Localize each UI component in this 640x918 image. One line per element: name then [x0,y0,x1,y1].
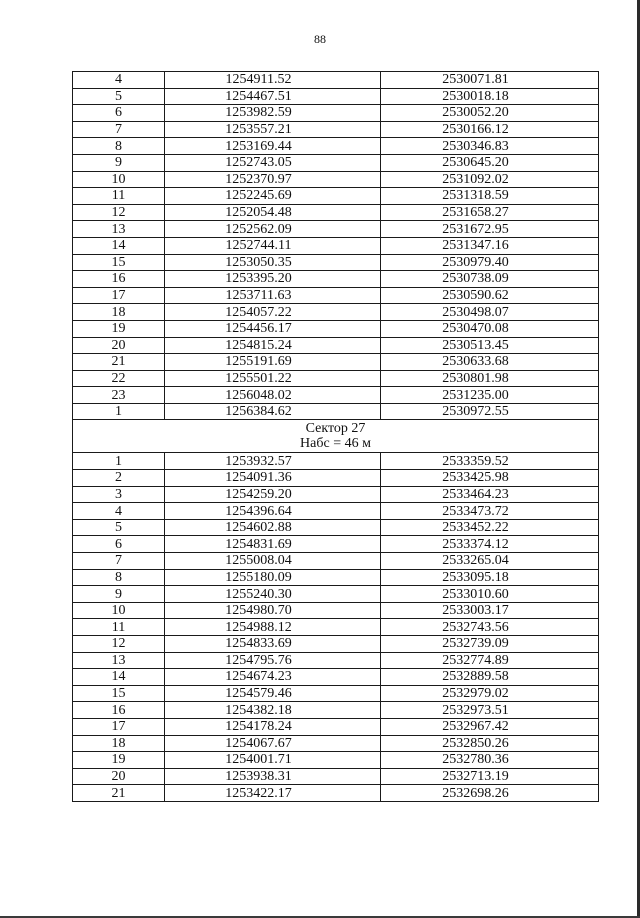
table-row [73,237,599,254]
point-number-cell: 9 [73,154,165,171]
point-number-cell: 13 [73,221,165,238]
x-coordinate-cell: 1254815.24 [165,337,381,354]
table-row [73,154,599,171]
x-coordinate-cell: 1254396.64 [165,503,381,520]
y-coordinate-cell: 2532889.58 [381,669,599,686]
table-row [73,536,599,553]
x-coordinate-cell: 1252744.11 [165,237,381,254]
y-coordinate-cell: 2532973.51 [381,702,599,719]
y-coordinate-cell: 2532713.19 [381,768,599,785]
point-number-cell: 21 [73,354,165,371]
point-number-cell: 11 [73,619,165,636]
point-number-cell: 19 [73,320,165,337]
table-row [73,320,599,337]
table-row [73,287,599,304]
table-row [73,669,599,686]
table-row [73,586,599,603]
y-coordinate-cell: 2533095.18 [381,569,599,586]
sector-header-group [73,420,599,453]
table-row [73,553,599,570]
point-number-cell: 17 [73,718,165,735]
y-coordinate-cell: 2533473.72 [381,503,599,520]
point-number-cell: 15 [73,685,165,702]
x-coordinate-cell: 1253711.63 [165,287,381,304]
x-coordinate-cell: 1255501.22 [165,370,381,387]
table-row [73,171,599,188]
x-coordinate-cell: 1253982.59 [165,105,381,122]
y-coordinate-cell: 2530166.12 [381,121,599,138]
x-coordinate-cell: 1252562.09 [165,221,381,238]
point-number-cell: 14 [73,237,165,254]
point-number-cell: 2 [73,470,165,487]
table-row [73,735,599,752]
x-coordinate-cell: 1254988.12 [165,619,381,636]
y-coordinate-cell: 2533425.98 [381,470,599,487]
table-row [73,685,599,702]
x-coordinate-cell: 1254467.51 [165,88,381,105]
point-number-cell: 4 [73,72,165,89]
point-number-cell: 15 [73,254,165,271]
x-coordinate-cell: 1254674.23 [165,669,381,686]
x-coordinate-cell: 1253050.35 [165,254,381,271]
y-coordinate-cell: 2530633.68 [381,354,599,371]
y-coordinate-cell: 2532739.09 [381,636,599,653]
y-coordinate-cell: 2532780.36 [381,752,599,769]
y-coordinate-cell: 2531347.16 [381,237,599,254]
y-coordinate-cell: 2531318.59 [381,188,599,205]
point-number-cell: 8 [73,569,165,586]
point-number-cell: 8 [73,138,165,155]
table-row [73,337,599,354]
y-coordinate-cell: 2530052.20 [381,105,599,122]
point-number-cell: 1 [73,403,165,420]
y-coordinate-cell: 2533452.22 [381,519,599,536]
x-coordinate-cell: 1252370.97 [165,171,381,188]
y-coordinate-cell: 2531672.95 [381,221,599,238]
point-number-cell: 3 [73,486,165,503]
x-coordinate-cell: 1256048.02 [165,387,381,404]
table-row [73,121,599,138]
point-number-cell: 20 [73,337,165,354]
y-coordinate-cell: 2530513.45 [381,337,599,354]
x-coordinate-cell: 1254001.71 [165,752,381,769]
point-number-cell: 5 [73,88,165,105]
y-coordinate-cell: 2533003.17 [381,602,599,619]
coordinates-table-body-upper [73,72,599,420]
y-coordinate-cell: 2530645.20 [381,154,599,171]
y-coordinate-cell: 2532743.56 [381,619,599,636]
coordinates-table-body-lower [73,453,599,801]
x-coordinate-cell: 1252054.48 [165,204,381,221]
y-coordinate-cell: 2531092.02 [381,171,599,188]
x-coordinate-cell: 1253938.31 [165,768,381,785]
point-number-cell: 14 [73,669,165,686]
point-number-cell: 20 [73,768,165,785]
y-coordinate-cell: 2533464.23 [381,486,599,503]
y-coordinate-cell: 2530972.55 [381,403,599,420]
point-number-cell: 10 [73,602,165,619]
table-row [73,105,599,122]
table-row [73,403,599,420]
y-coordinate-cell: 2531235.00 [381,387,599,404]
coordinates-table [72,71,599,802]
table-row [73,387,599,404]
table-row [73,718,599,735]
table-row [73,370,599,387]
sector-header-cell [73,420,599,453]
point-number-cell: 5 [73,519,165,536]
sector-height: Набс = 46 м [300,436,371,452]
table-row [73,188,599,205]
point-number-cell: 21 [73,785,165,802]
x-coordinate-cell: 1252743.05 [165,154,381,171]
y-coordinate-cell: 2532774.89 [381,652,599,669]
table-row [73,304,599,321]
x-coordinate-cell: 1254980.70 [165,602,381,619]
point-number-cell: 1 [73,453,165,470]
point-number-cell: 23 [73,387,165,404]
table-row [73,470,599,487]
x-coordinate-cell: 1254259.20 [165,486,381,503]
x-coordinate-cell: 1254067.67 [165,735,381,752]
table-row [73,503,599,520]
point-number-cell: 10 [73,171,165,188]
y-coordinate-cell: 2532698.26 [381,785,599,802]
y-coordinate-cell: 2530590.62 [381,287,599,304]
page-number: 88 [314,32,326,46]
table-row [73,569,599,586]
x-coordinate-cell: 1254911.52 [165,72,381,89]
point-number-cell: 13 [73,652,165,669]
point-number-cell: 12 [73,204,165,221]
table-row [73,271,599,288]
y-coordinate-cell: 2533374.12 [381,536,599,553]
point-number-cell: 7 [73,121,165,138]
sector-title: Сектор 27 [305,421,366,437]
y-coordinate-cell: 2530346.83 [381,138,599,155]
sector-header-row [73,420,599,453]
x-coordinate-cell: 1253557.21 [165,121,381,138]
y-coordinate-cell: 2532967.42 [381,718,599,735]
x-coordinate-cell: 1255191.69 [165,354,381,371]
x-coordinate-cell: 1254833.69 [165,636,381,653]
x-coordinate-cell: 1254178.24 [165,718,381,735]
x-coordinate-cell: 1254602.88 [165,519,381,536]
y-coordinate-cell: 2532979.02 [381,685,599,702]
point-number-cell: 18 [73,735,165,752]
x-coordinate-cell: 1253422.17 [165,785,381,802]
point-number-cell: 22 [73,370,165,387]
table-row [73,453,599,470]
point-number-cell: 6 [73,105,165,122]
y-coordinate-cell: 2531658.27 [381,204,599,221]
x-coordinate-cell: 1253932.57 [165,453,381,470]
y-coordinate-cell: 2533010.60 [381,586,599,603]
table-row [73,519,599,536]
table-row [73,354,599,371]
table-row [73,204,599,221]
x-coordinate-cell: 1255240.30 [165,586,381,603]
table-row [73,88,599,105]
point-number-cell: 18 [73,304,165,321]
table-row [73,636,599,653]
x-coordinate-cell: 1254456.17 [165,320,381,337]
x-coordinate-cell: 1254579.46 [165,685,381,702]
table-row [73,486,599,503]
table-row [73,254,599,271]
point-number-cell: 17 [73,287,165,304]
x-coordinate-cell: 1254057.22 [165,304,381,321]
table-row [73,752,599,769]
table-row [73,602,599,619]
x-coordinate-cell: 1253169.44 [165,138,381,155]
y-coordinate-cell: 2530018.18 [381,88,599,105]
table-row [73,619,599,636]
table-row [73,785,599,802]
table-row [73,652,599,669]
point-number-cell: 4 [73,503,165,520]
x-coordinate-cell: 1254382.18 [165,702,381,719]
x-coordinate-cell: 1254795.76 [165,652,381,669]
x-coordinate-cell: 1254091.36 [165,470,381,487]
point-number-cell: 19 [73,752,165,769]
table-row [73,72,599,89]
table-row [73,768,599,785]
table-row [73,702,599,719]
y-coordinate-cell: 2530801.98 [381,370,599,387]
y-coordinate-cell: 2530738.09 [381,271,599,288]
x-coordinate-cell: 1253395.20 [165,271,381,288]
y-coordinate-cell: 2530498.07 [381,304,599,321]
point-number-cell: 11 [73,188,165,205]
point-number-cell: 16 [73,702,165,719]
y-coordinate-cell: 2533265.04 [381,553,599,570]
x-coordinate-cell: 1255180.09 [165,569,381,586]
y-coordinate-cell: 2530071.81 [381,72,599,89]
point-number-cell: 7 [73,553,165,570]
y-coordinate-cell: 2532850.26 [381,735,599,752]
point-number-cell: 12 [73,636,165,653]
x-coordinate-cell: 1252245.69 [165,188,381,205]
point-number-cell: 16 [73,271,165,288]
point-number-cell: 6 [73,536,165,553]
x-coordinate-cell: 1255008.04 [165,553,381,570]
x-coordinate-cell: 1254831.69 [165,536,381,553]
table-row [73,221,599,238]
x-coordinate-cell: 1256384.62 [165,403,381,420]
table-row [73,138,599,155]
y-coordinate-cell: 2530470.08 [381,320,599,337]
y-coordinate-cell: 2530979.40 [381,254,599,271]
point-number-cell: 9 [73,586,165,603]
y-coordinate-cell: 2533359.52 [381,453,599,470]
